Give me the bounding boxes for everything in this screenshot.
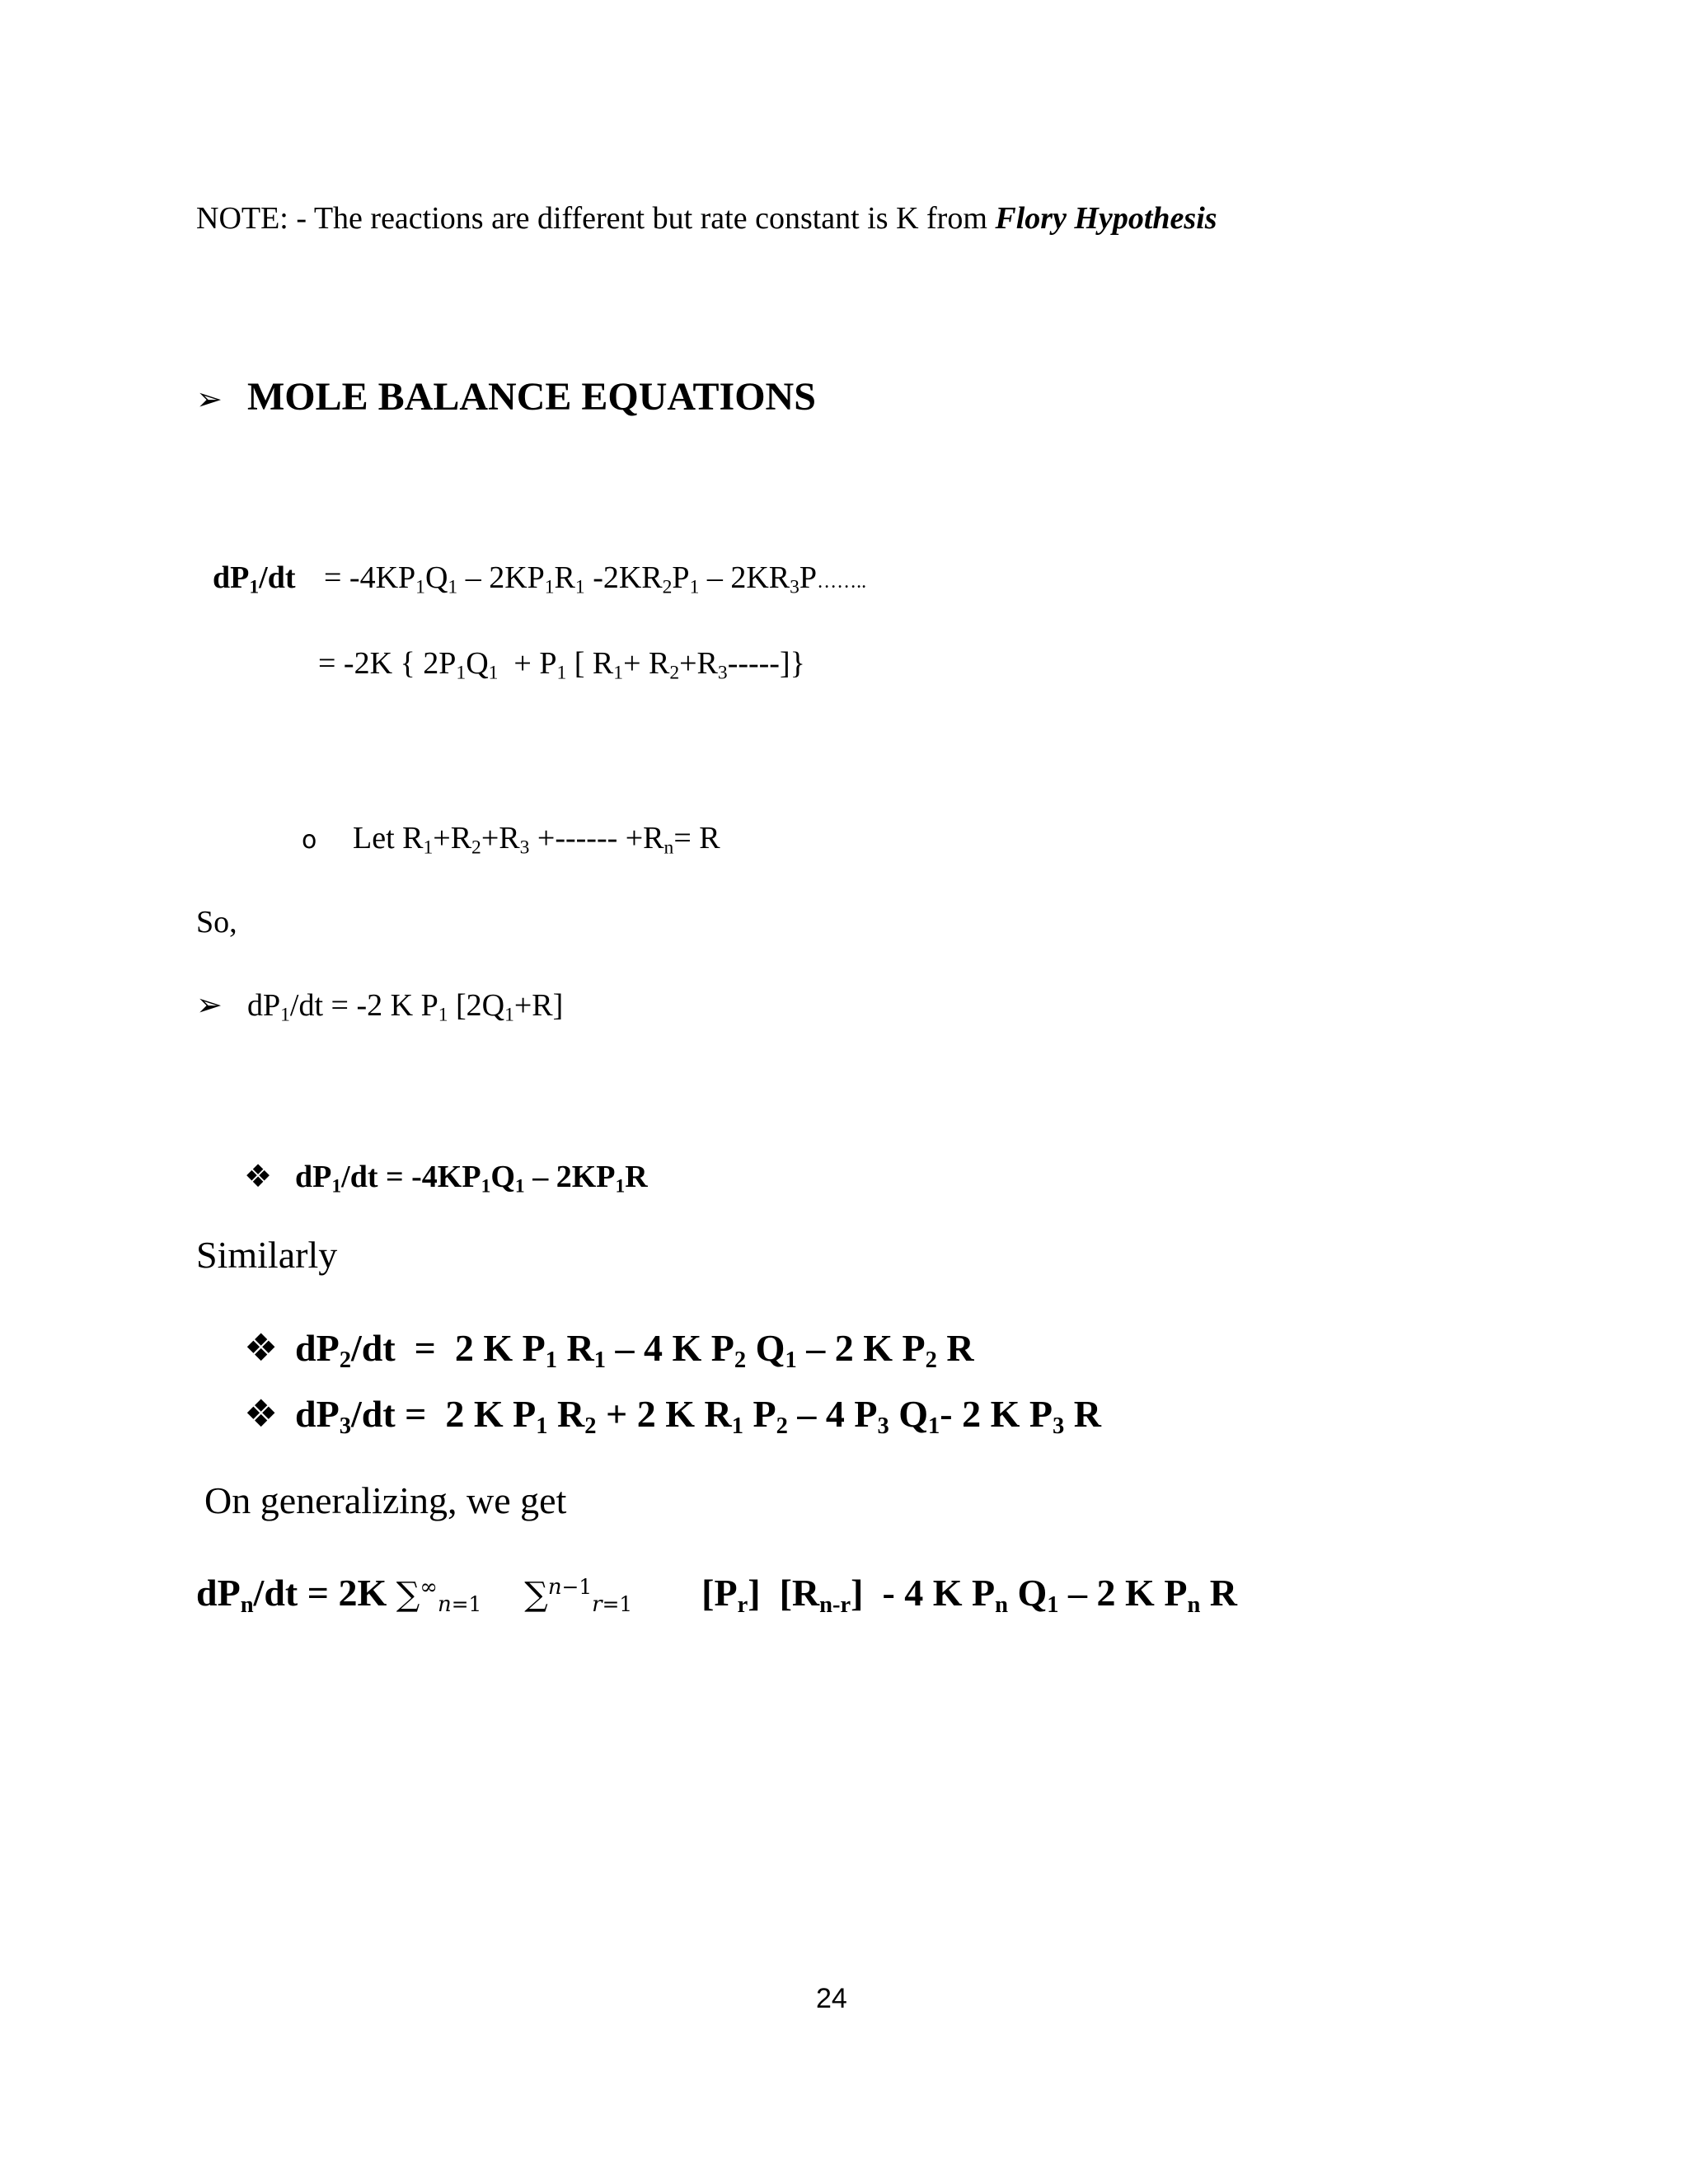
page-number: 24 xyxy=(816,1983,847,2014)
note-line xyxy=(196,203,1217,234)
generalizing-text: On generalizing, we get xyxy=(204,1479,567,1521)
let-definition: o Let $R_1+R_2+R_3$ +------ $+R_n= R$ xyxy=(302,821,720,859)
arrow-bullet-icon: ➢ xyxy=(196,381,223,417)
similarly-text: Similarly xyxy=(196,1234,338,1276)
equation-dp2: ❖ $dP_2/dt = 2$ K $P_1$ $R_1 - 4$ K $P_2$ $Q_1 - 2$ K $P_2$ R xyxy=(244,1325,974,1373)
diamond-bullet-icon: ❖ xyxy=(244,1158,273,1194)
equation-dp1-final: ❖ $dP_1/dt = -4KP_1Q_1 - 2KP_1R$ xyxy=(244,1158,648,1197)
circle-bullet-icon: o xyxy=(302,826,317,855)
diamond-bullet-icon: ❖ xyxy=(244,1325,279,1370)
heading-text: MOLE BALANCE EQUATIONS xyxy=(247,375,816,419)
note-text: NOTE: - The reactions are different but rate constant is K from xyxy=(196,201,996,236)
diamond-bullet-icon: ❖ xyxy=(244,1391,279,1436)
so-text: So, xyxy=(196,905,237,940)
equation-dp1-expanded: $dP_1/dt = -4KP_1Q_1 - 2KP_1R_1$ $-2KR_2P_1$ – $2KR_3P\dots\dots$.. xyxy=(213,560,867,598)
equation-dpn-general: $dP_n/dt = 2K$ $\sum^\infty_{n=1}$ ∑$^{n-1}_{r=1}$ $[P_r]$ $[R_{n-r}] - 4$ K $P_n$ $Q_1 - 2$ K $P_n$ R xyxy=(196,1572,1238,1618)
equation-dp1-simplified: ➢ $dP_1/dt = -2$ K $P_1$ $[2Q_1+R]$ xyxy=(196,987,564,1026)
arrow-bullet-icon: ➢ xyxy=(196,987,223,1023)
equation-dp3: ❖ $dP_3/dt = 2$ K $P_1$ $R_2 + 2$ K $R_1$ $P_2 - 4$ $P_3$ $Q_1-$ 2 K $P_3$ R xyxy=(244,1391,1101,1439)
equation-dp1-factored: = -2K { $2P_1Q_1 + P_1$ [ $R_1+ R_2+R_3-----$]} xyxy=(318,646,805,684)
section-heading xyxy=(196,377,816,417)
note-emphasis: Flory Hypothesis xyxy=(995,201,1217,236)
